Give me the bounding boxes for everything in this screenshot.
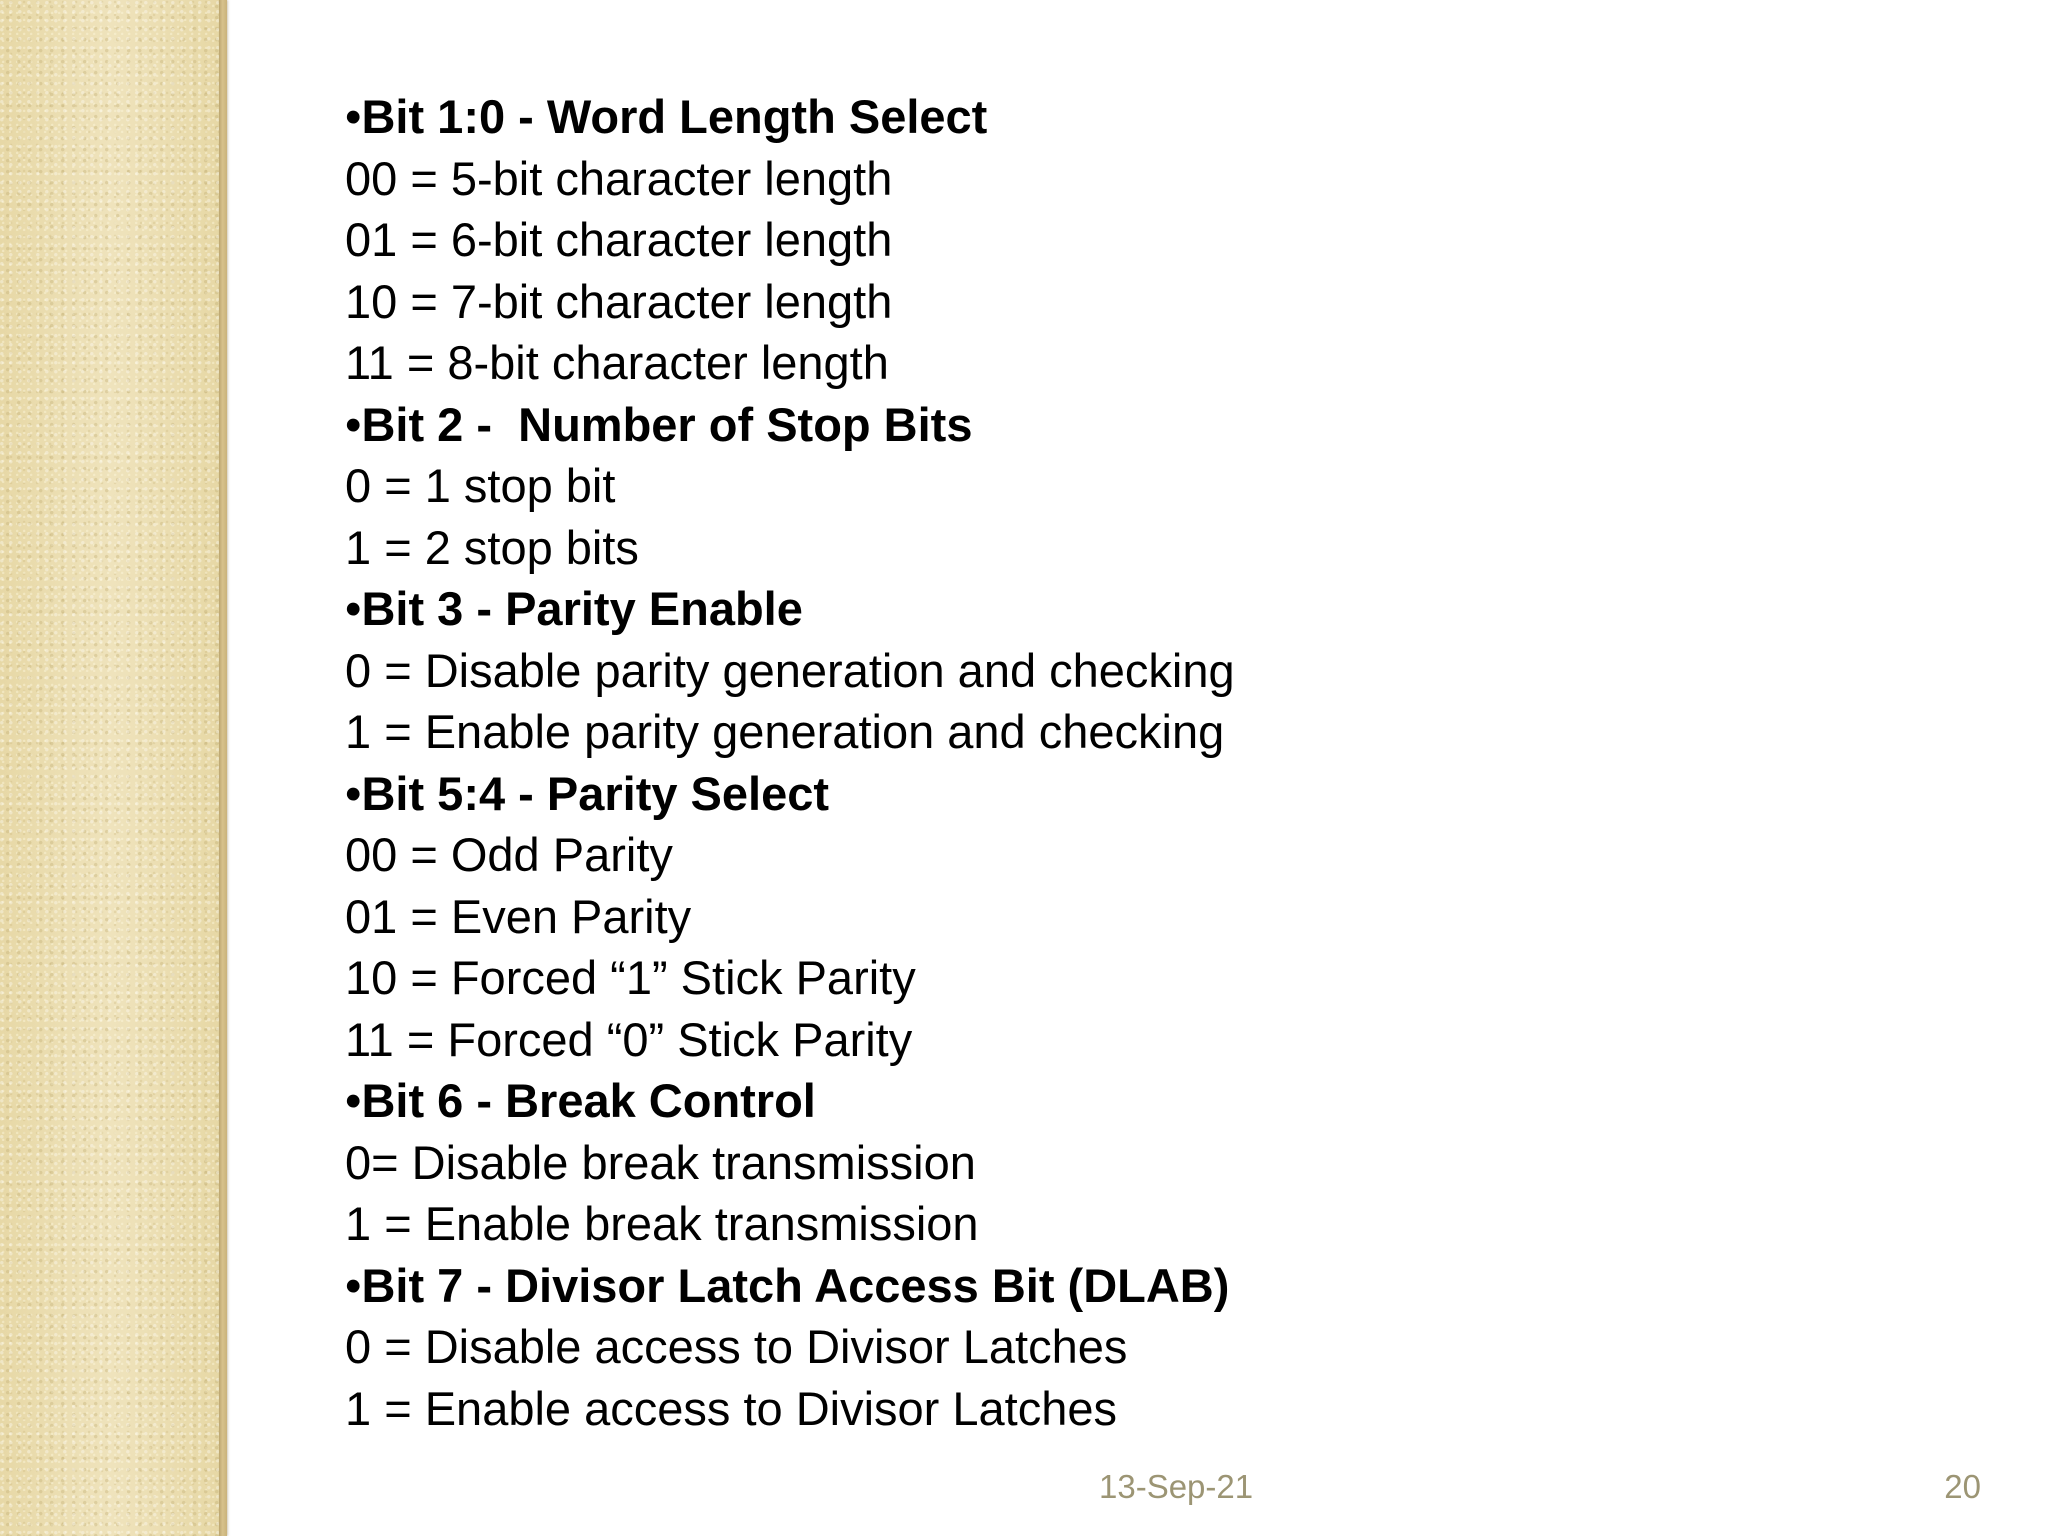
bullet-glyph: • xyxy=(345,1258,362,1312)
list-item: 0 = Disable access to Divisor Latches xyxy=(345,1320,1128,1373)
list-item: 00 = Odd Parity xyxy=(345,828,673,881)
list-item: 11 = 8-bit character length xyxy=(345,336,889,389)
section-heading: •Bit 6 - Break Control xyxy=(345,1074,816,1127)
footer-date: 13-Sep-21 xyxy=(1099,1468,1254,1505)
list-item: 1 = Enable parity generation and checking xyxy=(345,705,1225,758)
bullet-glyph: • xyxy=(345,90,362,143)
list-item: 1 = 2 stop bits xyxy=(345,520,639,574)
list-item: 11 = Forced “0” Stick Parity xyxy=(345,1012,913,1066)
section-heading: •Bit 1:0 - Word Length Select xyxy=(345,90,988,143)
section-heading: •Bit 7 - Divisor Latch Access Bit (DLAB) xyxy=(345,1258,1230,1312)
list-item: 0 = 1 stop bit xyxy=(345,459,616,512)
list-item: 1 = Enable access to Divisor Latches xyxy=(345,1381,1117,1435)
list-item: 01 = Even Parity xyxy=(345,889,692,943)
side-band-edge xyxy=(219,0,227,1536)
bullet-glyph: • xyxy=(345,1074,362,1127)
decorative-side-band xyxy=(0,0,226,1536)
bullet-glyph: • xyxy=(345,397,362,451)
list-item: 0 = Disable parity generation and checking xyxy=(345,643,1235,697)
list-item: 00 = 5-bit character length xyxy=(345,151,893,205)
list-item: 10 = 7-bit character length xyxy=(345,274,893,328)
list-item: 10 = Forced “1” Stick Parity xyxy=(345,951,916,1004)
section-heading: •Bit 5:4 - Parity Select xyxy=(345,766,830,820)
list-item: 01 = 6-bit character length xyxy=(345,213,893,266)
list-item: 1 = Enable break transmission xyxy=(345,1197,979,1250)
slide-body xyxy=(345,86,1905,1439)
list-item: 0= Disable break transmission xyxy=(345,1135,976,1189)
slide-number: 20 xyxy=(1944,1468,1981,1505)
section-heading: •Bit 3 - Parity Enable xyxy=(345,582,803,635)
section-heading: •Bit 2 - Number of Stop Bits xyxy=(345,397,973,451)
bullet-glyph: • xyxy=(345,582,362,635)
bullet-glyph: • xyxy=(345,766,362,820)
